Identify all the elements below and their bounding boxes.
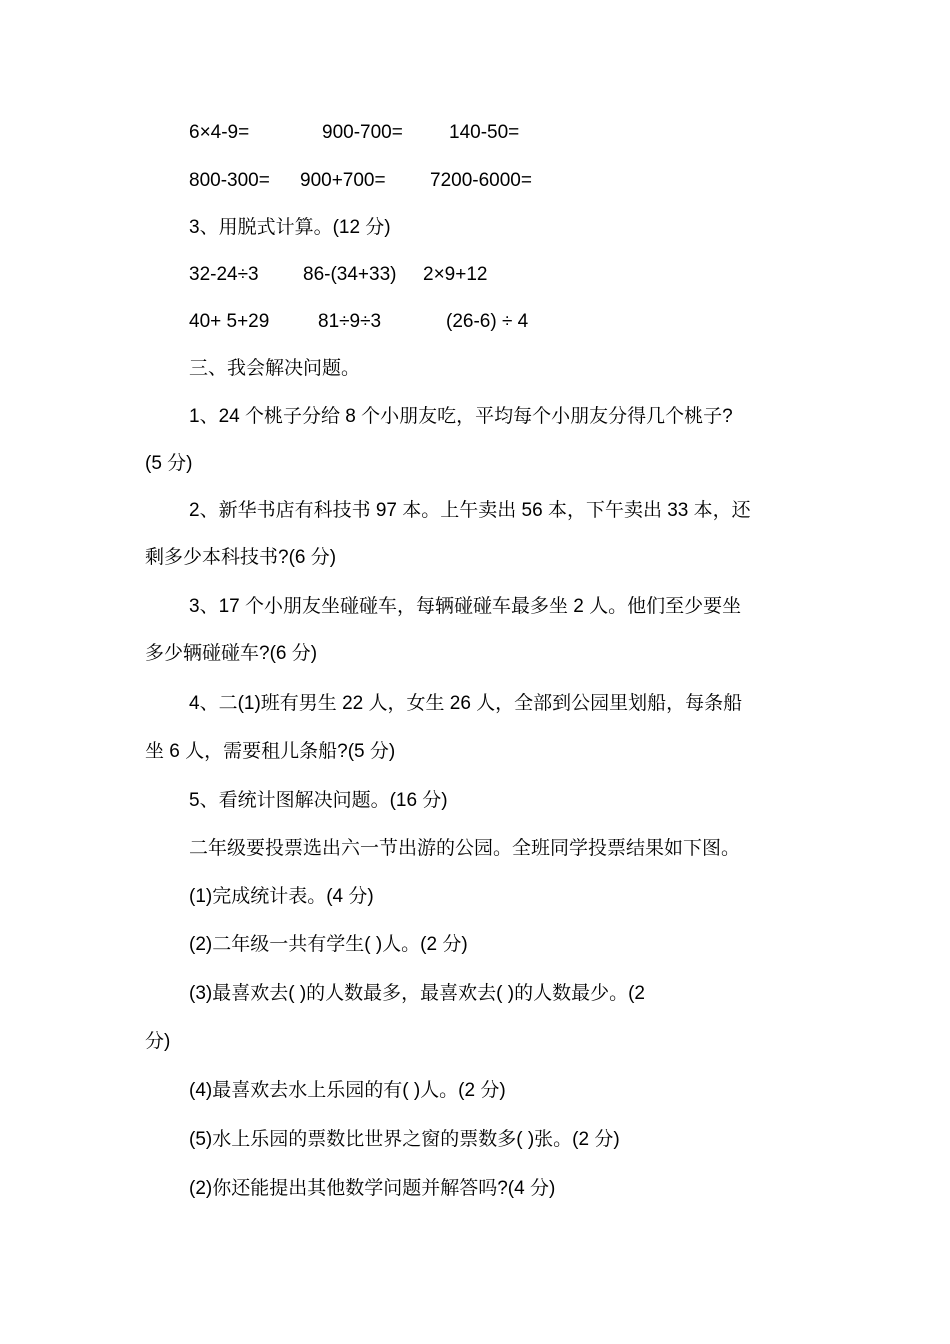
problem-title: 5、看统计图解决问题。(16 分) [189,790,448,811]
expression: 2×9+12 [423,264,488,285]
expression: 7200-6000= [430,170,532,191]
sub-question: (4)最喜欢去水上乐园的有( )人。(2 分) [189,1080,506,1101]
section-title: 3、用脱式计算。(12 分) [189,217,391,238]
expression: 81÷9÷3 [318,311,382,332]
expression: 86-(34+33) [303,264,397,285]
problem-text: (5 分) [145,453,193,474]
problem-text: 剩多少本科技书?(6 分) [145,547,337,568]
expression: 900-700= [322,122,403,143]
problem-text: 2、新华书店有科技书 97 本。上午卖出 56 本，下午卖出 33 本，还 [189,500,751,521]
problem-text: 4、二(1)班有男生 22 人，女生 26 人，全部到公园里划船，每条船 [189,693,743,714]
expression: 32-24÷3 [189,264,259,285]
expression: 40+ 5+29 [189,311,270,332]
expression: 800-300= [189,170,270,191]
sub-question: (2)二年级一共有学生( )人。(2 分) [189,934,468,955]
problem-text: 1、24 个桃子分给 8 个小朋友吃，平均每个小朋友分得几个桃子? [189,406,733,427]
expression: (26-6) ÷ 4 [446,311,529,332]
sub-question: 分) [145,1031,171,1052]
problem-intro: 二年级要投票选出六一节出游的公园。全班同学投票结果如下图。 [189,838,741,859]
sub-question: (2)你还能提出其他数学问题并解答吗?(4 分) [189,1178,556,1199]
sub-question: (1)完成统计表。(4 分) [189,886,374,907]
expression: 900+700= [300,170,386,191]
problem-text: 坐 6 人，需要租儿条船?(5 分) [145,741,396,762]
sub-question: (3)最喜欢去( )的人数最多，最喜欢去( )的人数最少。(2 [189,983,645,1004]
expression: 140-50= [449,122,520,143]
problem-text: 多少辆碰碰车?(6 分) [145,643,318,664]
sub-question: (5)水上乐园的票数比世界之窗的票数多( )张。(2 分) [189,1129,620,1150]
part-heading: 三、我会解决问题。 [189,358,361,379]
expression: 6×4-9= [189,122,250,143]
problem-text: 3、17 个小朋友坐碰碰车，每辆碰碰车最多坐 2 人。他们至少要坐 [189,596,742,617]
